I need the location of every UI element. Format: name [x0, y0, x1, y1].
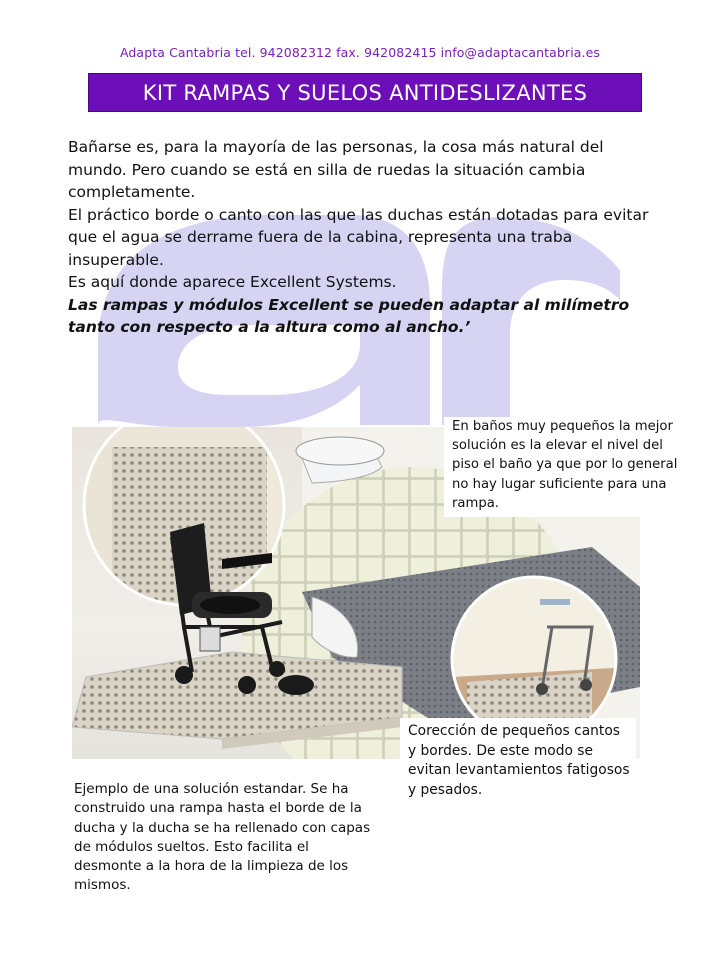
caption-edge-correction: Corección de pequeños cantos y bordes. De este modo se evitan levantamientos fatigosos y pesados.	[400, 718, 636, 806]
intro-text	[68, 136, 658, 339]
page-title: KIT RAMPAS Y SUELOS ANTIDESLIZANTES	[142, 80, 588, 105]
intro-paragraph: Bañarse es, para la mayoría de las personas, la cosa más natural del mundo. Pero cuando se está en silla de ruedas la situación cambia completamente.	[68, 138, 604, 201]
contact-line: Adapta Cantabria tel. 942082312 fax. 942082415 info@adaptacantabria.es	[119, 45, 601, 60]
intro-highlight: Las rampas y módulos Excellent se pueden adaptar al milímetro tanto con respecto a la altura como al ancho.’	[68, 295, 630, 336]
intro-paragraph: Es aquí donde aparece Excellent Systems.	[68, 273, 397, 291]
caption-standard-solution: Ejemplo de una solución estandar. Se ha construido una rampa hasta el borde de la ducha y la ducha se ha rellenado con capas de módulos sueltos. Esto facilita el desmonte a la hora de la limpieza de los mismos.	[74, 780, 374, 896]
intro-paragraph: El práctico borde o canto con las que las duchas están dotadas para evitar que el agua se derrame fuera de la cabina, representa una traba insuperable.	[68, 205, 649, 269]
caption-small-bathroom: En baños muy pequeños la mejor solución es la elevar el nivel del piso el baño ya que por lo general no hay lugar suficiente para una rampa.	[444, 417, 688, 517]
